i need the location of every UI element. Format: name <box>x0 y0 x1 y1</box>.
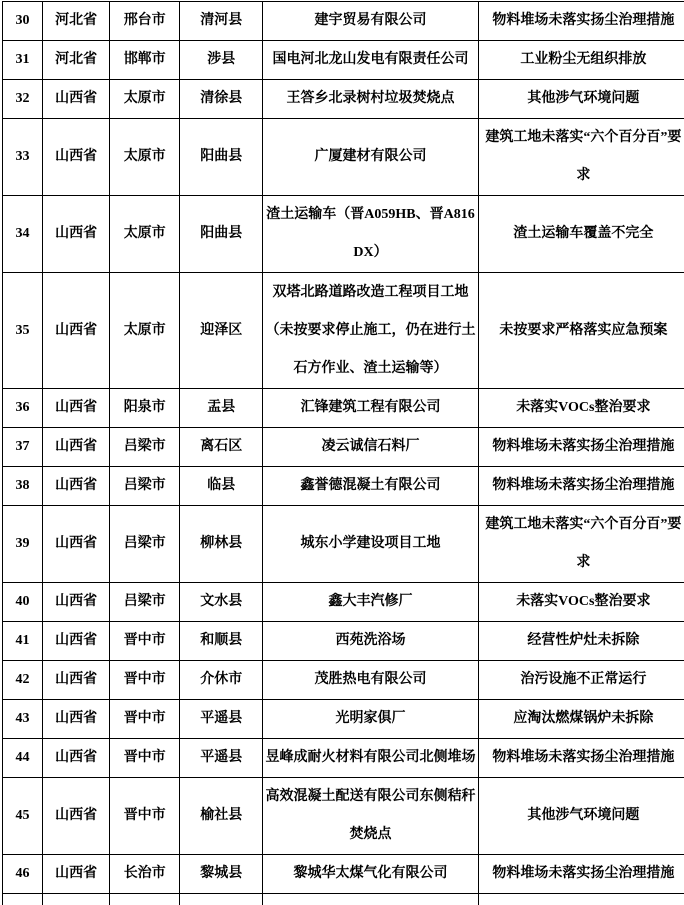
cell-row-number: 34 <box>3 196 43 273</box>
cell-site-name: 汇锋建筑工程有限公司 <box>263 389 478 428</box>
cell-problem: 物料堆场未落实扬尘治理措施 <box>478 2 684 41</box>
cell-city: 太原市 <box>110 273 180 389</box>
cell-county: 清徐县 <box>180 80 263 119</box>
cell-problem: 未落实VOCs整治要求 <box>478 583 684 622</box>
cell-province: 山西省 <box>43 506 110 583</box>
table-row <box>3 583 684 622</box>
cell-row-number: 33 <box>3 119 43 196</box>
cell-county: 文水县 <box>180 583 263 622</box>
table-row <box>3 467 684 506</box>
cell-province: 山西省 <box>43 467 110 506</box>
cell-problem: 物料堆场未落实扬尘治理措施 <box>478 855 684 894</box>
cell-county: 柳林县 <box>180 506 263 583</box>
cell-empty <box>3 894 43 905</box>
cell-city: 邢台市 <box>110 2 180 41</box>
cell-county: 介休市 <box>180 661 263 700</box>
table-row <box>3 700 684 739</box>
cell-problem: 经营性炉灶未拆除 <box>478 622 684 661</box>
cell-problem: 建筑工地未落实“六个百分百”要求 <box>478 119 684 196</box>
cell-province: 山西省 <box>43 661 110 700</box>
cell-problem: 治污设施不正常运行 <box>478 661 684 700</box>
cell-province: 山西省 <box>43 80 110 119</box>
table-row <box>3 80 684 119</box>
cell-city: 吕梁市 <box>110 583 180 622</box>
cell-problem: 应淘汰燃煤锅炉未拆除 <box>478 700 684 739</box>
cell-province: 山西省 <box>43 855 110 894</box>
cell-city: 吕梁市 <box>110 467 180 506</box>
cell-site-name: 昱峰成耐火材料有限公司北侧堆场 <box>263 739 478 778</box>
cell-site-name: 渣土运输车（晋A059HB、晋A816DX） <box>263 196 478 273</box>
cell-county: 迎泽区 <box>180 273 263 389</box>
cell-problem: 物料堆场未落实扬尘治理措施 <box>478 739 684 778</box>
table-row <box>3 2 684 41</box>
cell-county: 离石区 <box>180 428 263 467</box>
cell-province: 山西省 <box>43 622 110 661</box>
cell-row-number: 37 <box>3 428 43 467</box>
cell-problem: 物料堆场未落实扬尘治理措施 <box>478 467 684 506</box>
cell-problem: 未落实VOCs整治要求 <box>478 389 684 428</box>
cell-empty <box>263 894 478 905</box>
cell-county: 清河县 <box>180 2 263 41</box>
table-row <box>3 855 684 894</box>
cell-city: 阳泉市 <box>110 389 180 428</box>
cell-county: 平遥县 <box>180 700 263 739</box>
cell-site-name: 王答乡北录树村垃圾焚烧点 <box>263 80 478 119</box>
cell-province: 河北省 <box>43 41 110 80</box>
cell-row-number: 35 <box>3 273 43 389</box>
cell-problem: 其他涉气环境问题 <box>478 80 684 119</box>
cell-county: 和顺县 <box>180 622 263 661</box>
cell-city: 晋中市 <box>110 622 180 661</box>
cell-row-number: 39 <box>3 506 43 583</box>
cell-row-number: 45 <box>3 778 43 855</box>
cell-site-name: 建宇贸易有限公司 <box>263 2 478 41</box>
cell-county: 涉县 <box>180 41 263 80</box>
cell-county: 榆社县 <box>180 778 263 855</box>
cell-province: 山西省 <box>43 583 110 622</box>
cell-problem: 未按要求严格落实应急预案 <box>478 273 684 389</box>
violation-table <box>2 1 684 905</box>
table-row <box>3 389 684 428</box>
cell-row-number: 36 <box>3 389 43 428</box>
cell-city: 太原市 <box>110 119 180 196</box>
cell-row-number: 41 <box>3 622 43 661</box>
cell-row-number: 42 <box>3 661 43 700</box>
cell-city: 吕梁市 <box>110 428 180 467</box>
cell-city: 晋中市 <box>110 700 180 739</box>
cell-site-name: 国电河北龙山发电有限责任公司 <box>263 41 478 80</box>
cell-site-name: 凌云诚信石料厂 <box>263 428 478 467</box>
cell-site-name: 鑫大丰汽修厂 <box>263 583 478 622</box>
cell-row-number: 30 <box>3 2 43 41</box>
cell-site-name: 广厦建材有限公司 <box>263 119 478 196</box>
cell-row-number: 40 <box>3 583 43 622</box>
cell-empty <box>110 894 180 905</box>
cell-row-number: 43 <box>3 700 43 739</box>
cell-site-name: 双塔北路道路改造工程项目工地（未按要求停止施工，仍在进行土石方作业、渣土运输等） <box>263 273 478 389</box>
cell-row-number: 38 <box>3 467 43 506</box>
cell-province: 山西省 <box>43 389 110 428</box>
cell-province: 山西省 <box>43 273 110 389</box>
cell-site-name: 高效混凝土配送有限公司东侧秸秆焚烧点 <box>263 778 478 855</box>
cell-row-number: 44 <box>3 739 43 778</box>
cell-site-name: 西苑洗浴场 <box>263 622 478 661</box>
cell-city: 晋中市 <box>110 661 180 700</box>
cell-problem: 物料堆场未落实扬尘治理措施 <box>478 428 684 467</box>
cell-city: 太原市 <box>110 196 180 273</box>
cell-row-number: 46 <box>3 855 43 894</box>
cell-problem: 工业粉尘无组织排放 <box>478 41 684 80</box>
cell-city: 长治市 <box>110 855 180 894</box>
cell-county: 平遥县 <box>180 739 263 778</box>
cell-province: 山西省 <box>43 739 110 778</box>
table-row <box>3 506 684 583</box>
cell-row-number: 32 <box>3 80 43 119</box>
cell-county: 阳曲县 <box>180 119 263 196</box>
cell-province: 山西省 <box>43 119 110 196</box>
table-row <box>3 273 684 389</box>
table-row <box>3 622 684 661</box>
cell-row-number: 31 <box>3 41 43 80</box>
table-row <box>3 778 684 855</box>
cell-county: 临县 <box>180 467 263 506</box>
table-row <box>3 41 684 80</box>
cell-city: 晋中市 <box>110 739 180 778</box>
table-row <box>3 428 684 467</box>
cell-city: 邯郸市 <box>110 41 180 80</box>
cell-problem: 建筑工地未落实“六个百分百”要求 <box>478 506 684 583</box>
cell-site-name: 城东小学建设项目工地 <box>263 506 478 583</box>
table-row <box>3 119 684 196</box>
table-row <box>3 196 684 273</box>
cell-problem: 其他涉气环境问题 <box>478 778 684 855</box>
cell-province: 山西省 <box>43 778 110 855</box>
partial-next-row <box>3 894 684 905</box>
cell-problem: 渣土运输车覆盖不完全 <box>478 196 684 273</box>
cell-province: 山西省 <box>43 700 110 739</box>
cell-county: 黎城县 <box>180 855 263 894</box>
cell-empty <box>43 894 110 905</box>
cell-empty <box>478 894 684 905</box>
cell-province: 山西省 <box>43 428 110 467</box>
cell-empty <box>180 894 263 905</box>
cell-site-name: 茂胜热电有限公司 <box>263 661 478 700</box>
violation-table-body <box>3 2 684 905</box>
table-row <box>3 661 684 700</box>
cell-site-name: 光明家俱厂 <box>263 700 478 739</box>
cell-site-name: 鑫誉德混凝土有限公司 <box>263 467 478 506</box>
cell-city: 吕梁市 <box>110 506 180 583</box>
cell-city: 晋中市 <box>110 778 180 855</box>
table-row <box>3 739 684 778</box>
cell-province: 河北省 <box>43 2 110 41</box>
cell-city: 太原市 <box>110 80 180 119</box>
cell-site-name: 黎城华太煤气化有限公司 <box>263 855 478 894</box>
cell-county: 阳曲县 <box>180 196 263 273</box>
cell-province: 山西省 <box>43 196 110 273</box>
cell-county: 盂县 <box>180 389 263 428</box>
